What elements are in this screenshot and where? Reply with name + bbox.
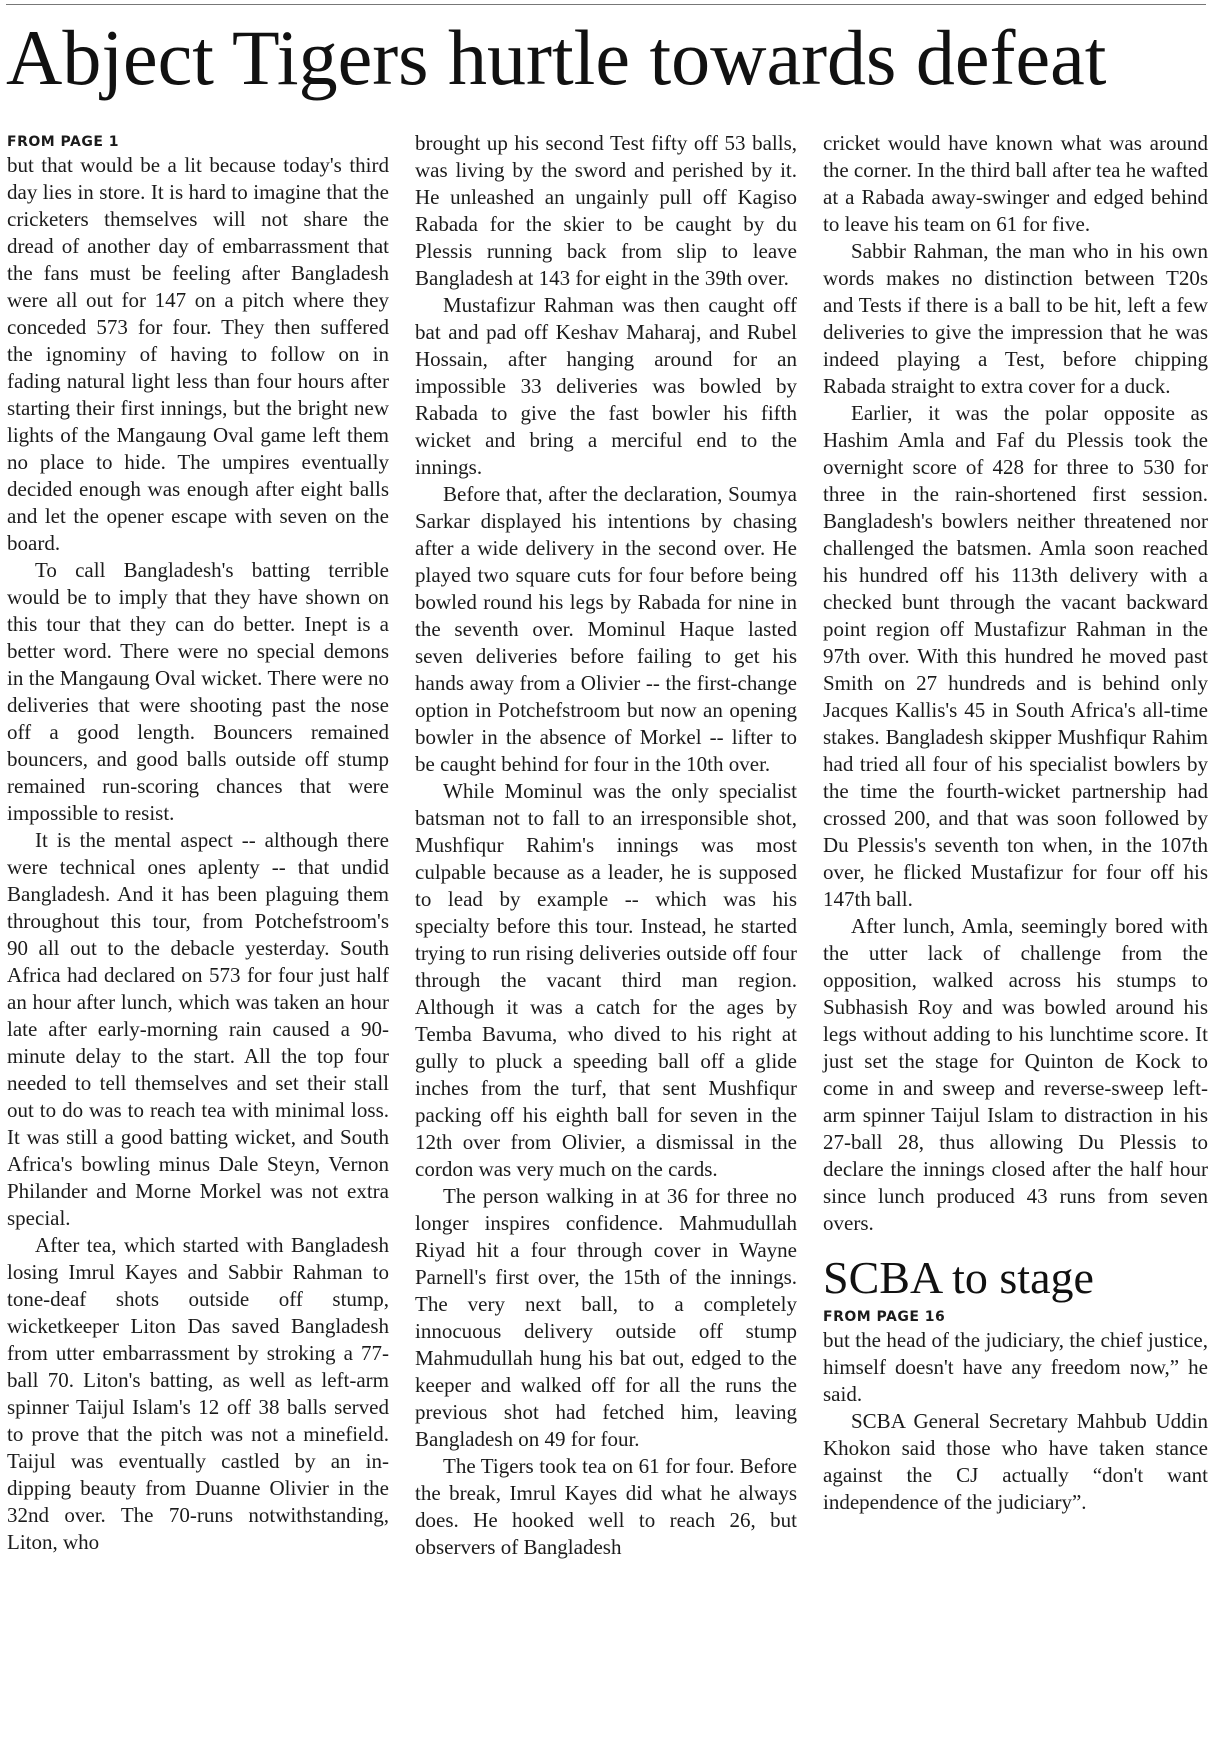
paragraph: Before that, after the declaration, Soumya Sarkar displayed his intentions by chasing after a wide delivery in the second over. He played two square cuts for four before being bowled round his legs by Rabada for nine in the seventh over. Mominul Haque lasted seven deliveries before failing to get his hands away from a Olivier -- the first-change option in Potchefstroom but now an opening bowler in the absence of Morkel -- lifter to be caught behind for four in the 10th over. xyxy=(415,482,797,776)
kicker-from-page: FROM PAGE 1 xyxy=(7,134,120,150)
paragraph: To call Bangladesh's batting terrible would be to imply that they have shown on this tour that they can do better. Inept is a better word. There were no special demons in the Mangaung Oval wicket. There were no deliveries that were shooting past the nose off a good length. Bouncers remained bouncers, and good balls outside off stump remained run-scoring chances that were impossible to resist. xyxy=(7,558,389,825)
top-rule xyxy=(6,4,1206,5)
paragraph: While Mominul was the only specialist batsman not to fall to an irresponsible shot, Mushfiqur Rahim's innings was most culpable because as a leader, he is supposed to lead by example -- which was his specialty before this tour. Instead, he started trying to run rising deliveries outside off four through the vacant third man region. Although it was a catch for the ages by Temba Bavuma, who dived to his right at gully to pluck a speeding ball off a glide inches from the turf, that sent Mushfiqur packing off his eighth ball for seven in the 12th over from Olivier, a dismissal in the cordon was very much on the cards. xyxy=(415,779,797,1181)
paragraph: but the head of the judiciary, the chief justice, himself doesn't have any freedom now,” he said. xyxy=(823,1328,1208,1406)
paragraph: Earlier, it was the polar opposite as Hashim Amla and Faf du Plessis took the overnight score of 428 for three to 530 for three in the rain-shortened first session. Bangladesh's bowlers neither threatened nor challenged the batsmen. Amla soon reached his hundred off his 113th delivery with a checked bunt through the vacant backward point region off Mustafizur Rahman in the 97th over. With this hundred he moved past Smith on 27 hundreds and is behind only Jacques Kallis's 45 in South Africa's all-time stakes. Bangladesh skipper Mushfiqur Rahim had tried all four of his specialist bowlers by the time the fourth-wicket partnership had crossed 200, and that was soon followed by Du Plessis's seventh ton when, in the 107th over, he flicked Mustafizur for four off his 147th ball. xyxy=(823,401,1208,911)
paragraph: Sabbir Rahman, the man who in his own words makes no distinction between T20s and Tests if there is a ball to be hit, left a few deliveries to give the impression that he was indeed playing a Test, before chipping Rabada straight to extra cover for a duck. xyxy=(823,239,1208,398)
column-2 xyxy=(415,130,797,1561)
paragraph: cricket would have known what was around the corner. In the third ball after tea he wafted at a Rabada away-swinger and edged behind to leave his team on 61 for five. xyxy=(823,131,1208,236)
paragraph: SCBA General Secretary Mahbub Uddin Khokon said those who have taken stance against the CJ actually “don't want independence of the judiciary”. xyxy=(823,1409,1208,1514)
column-1 xyxy=(7,130,389,1556)
paragraph: brought up his second Test fifty off 53 balls, was living by the sword and perished by it. He unleashed an ungainly pull off Kagiso Rabada for the skier to be caught by du Plessis running back from slip to leave Bangladesh at 143 for eight in the 39th over. xyxy=(415,131,797,290)
second-story-headline: SCBA to stage xyxy=(823,1252,1094,1303)
paragraph: Mustafizur Rahman was then caught off bat and pad off Keshav Maharaj, and Rubel Hossain, after hanging around for an impossible 33 deliveries was bowled by Rabada to give the fast bowler his fifth wicket and bring a merciful end to the innings. xyxy=(415,293,797,479)
headline: Abject Tigers hurtle towards defeat xyxy=(6,14,1107,101)
paragraph: The person walking in at 36 for three no longer inspires confidence. Mahmudullah Riyad hit a four through cover in Wayne Parnell's first over, the 15th of the innings. The very next ball, to a completely innocuous delivery outside off stump Mahmudullah hung his bat out, edged to the keeper and walked off for all the runs the previous shot had fetched him, leaving Bangladesh on 49 for four. xyxy=(415,1184,797,1451)
paragraph: but that would be a lit because today's third day lies in store. It is hard to imagine that the cricketers themselves will not share the dread of another day of embarrassment that the fans must be feeling after Bangladesh were all out for 147 on a pitch where they conceded 573 for four. They then suffered the ignominy of having to follow on in fading natural light less than four hours after starting their first innings, but the bright new lights of the Mangaung Oval game left them no place to hide. The umpires eventually decided enough was enough after eight balls and let the opener escape with seven on the board. xyxy=(7,153,389,555)
paragraph: The Tigers took tea on 61 for four. Before the break, Imrul Kayes did what he always does. He hooked well to reach 26, but observers of Bangladesh xyxy=(415,1454,797,1559)
paragraph: After tea, which started with Bangladesh losing Imrul Kayes and Sabbir Rahman to tone-deaf shots outside off stump, wicketkeeper Liton Das saved Bangladesh from utter embarrassment by stroking a 77-ball 70. Liton's batting, as well as left-arm spinner Taijul Islam's 12 off 38 balls served to prove that the pitch was not a minefield. Taijul was eventually castled by an in-dipping beauty from Duanne Olivier in the 32nd over. The 70-runs notwithstanding, Liton, who xyxy=(7,1233,389,1554)
second-story-kicker: FROM PAGE 16 xyxy=(823,1309,946,1325)
paragraph: After lunch, Amla, seemingly bored with the utter lack of challenge from the opposition, walked across his stumps to Subhasish Roy and was bowled around his legs without adding to his lunchtime score. It just set the stage for Quinton de Kock to come in and sweep and reverse-sweep left-arm spinner Taijul Islam to distraction in his 27-ball 28, thus allowing Du Plessis to declare the innings closed after the half hour since lunch produced 43 runs from seven overs. xyxy=(823,914,1208,1235)
paragraph: It is the mental aspect -- although there were technical ones aplenty -- that undid Bangladesh. And it has been plaguing them throughout this tour, from Potchefstroom's 90 all out to the debacle yesterday. South Africa had declared on 573 for four just half an hour after lunch, which was taken an hour late after early-morning rain caused a 90-minute delay to the start. All the top four needed to tell themselves and set their stall out to do was to reach tea with minimal loss. It was still a good batting wicket, and South Africa's bowling minus Dale Steyn, Vernon Philander and Morne Morkel was not extra special. xyxy=(7,828,389,1230)
column-3 xyxy=(823,130,1208,1516)
